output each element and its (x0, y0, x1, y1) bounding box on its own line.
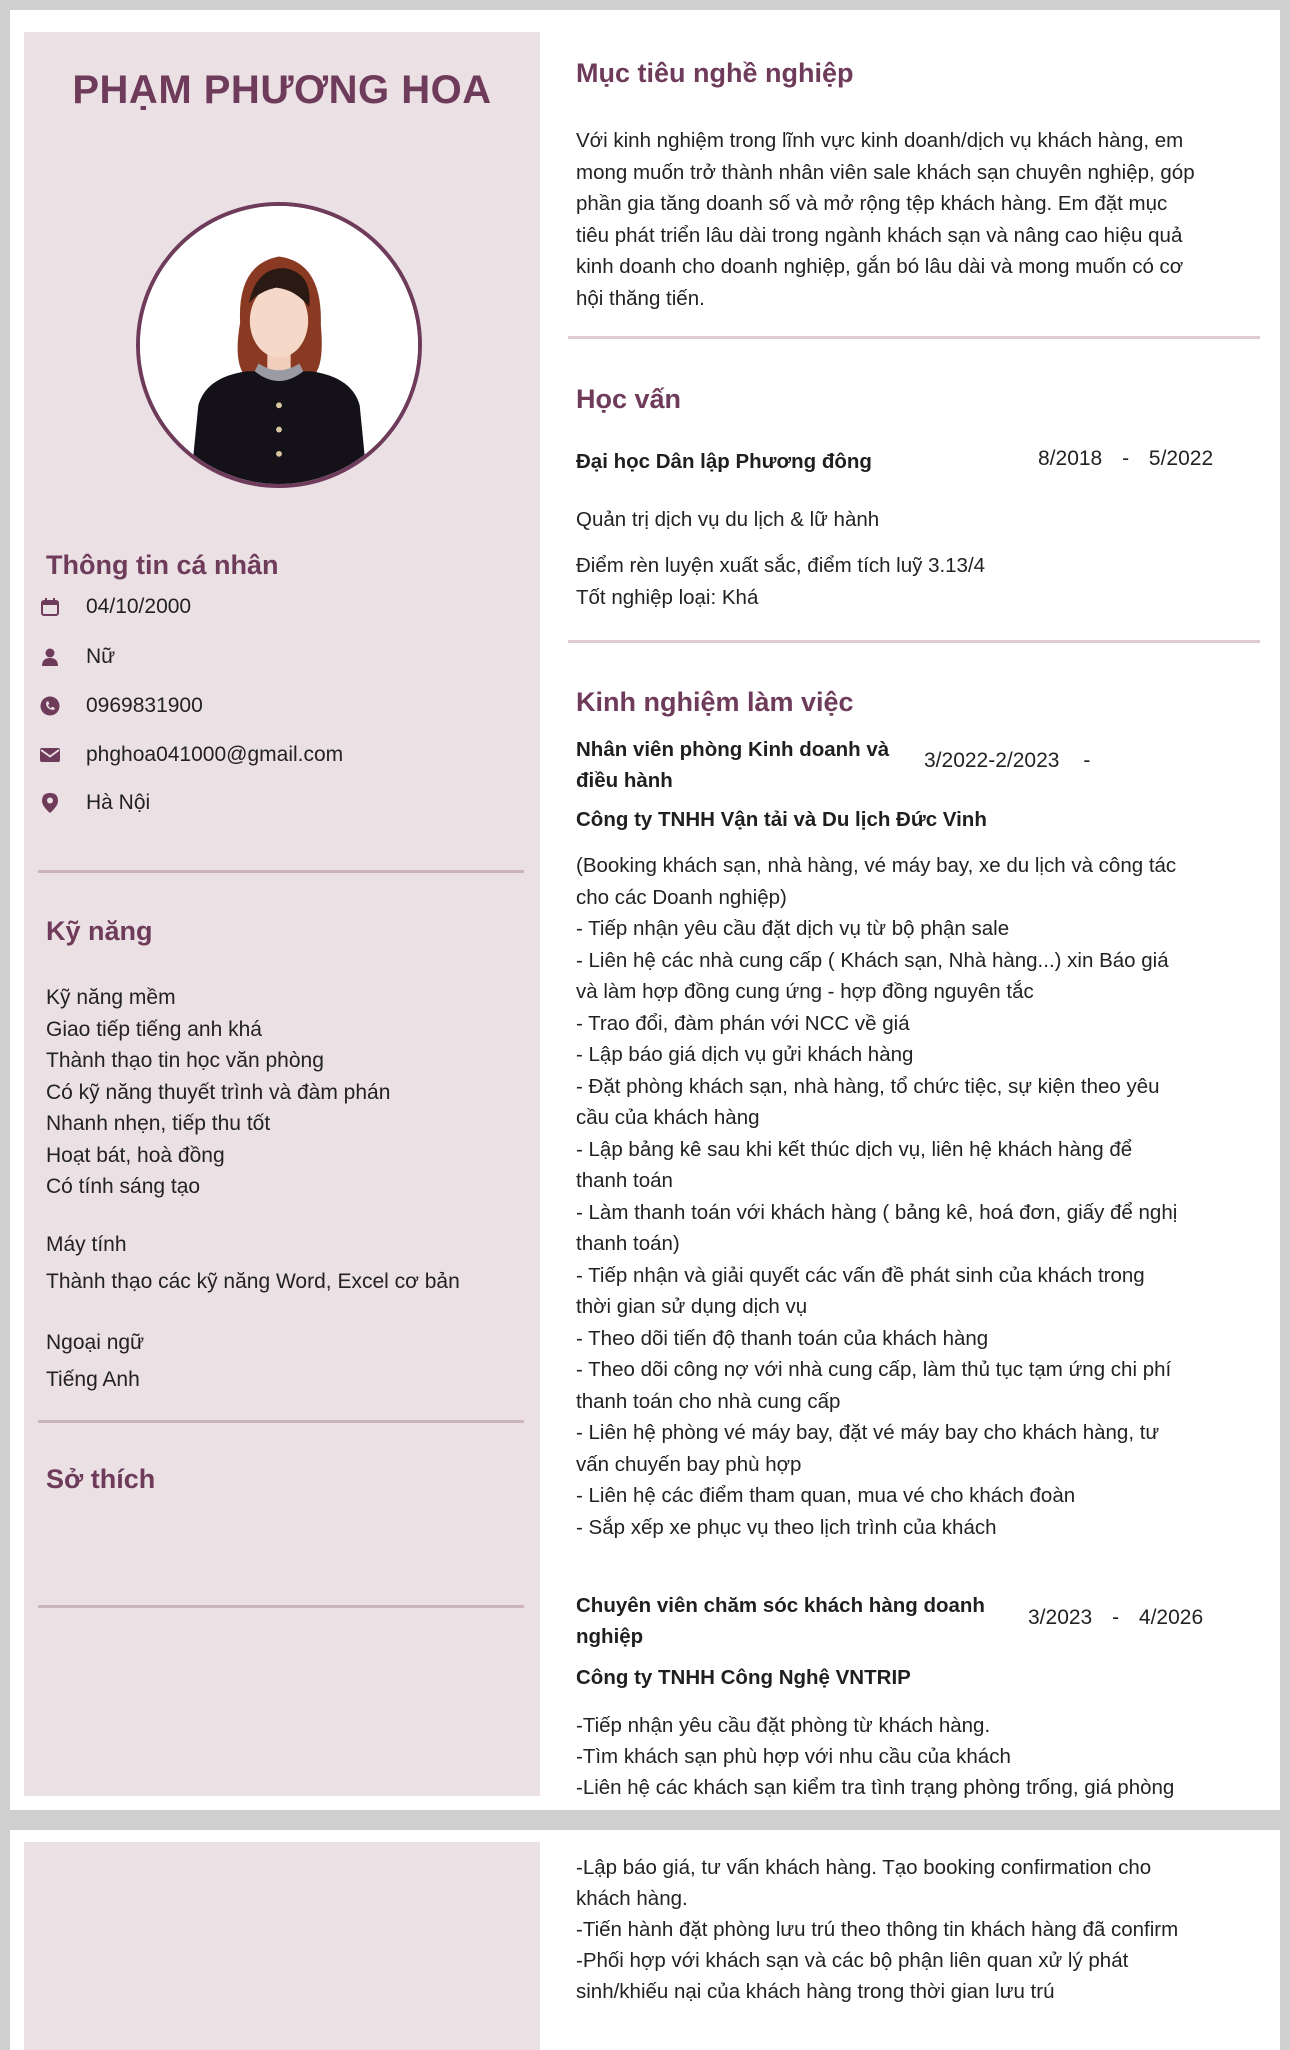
skills-heading: Kỹ năng (46, 916, 153, 946)
sidebar-divider (38, 870, 524, 873)
job2-dates: 3/2023 - 4/2026 (1028, 1606, 1204, 1629)
education-notes: Điểm rèn luyện xuất sắc, điểm tích luỹ 3.13/4 Tốt nghiệp loại: Khá (576, 554, 986, 609)
computer-skills-block (46, 1229, 460, 1297)
hobbies-heading: Sở thích (46, 1464, 156, 1494)
section-divider (568, 336, 1260, 339)
portrait-illustration (140, 206, 418, 484)
computer-skills-heading: Máy tính (46, 1233, 127, 1256)
location-pin-icon (38, 791, 62, 815)
job2-end: 4/2026 (1138, 1606, 1204, 1629)
job2-description-continued: -Lập báo giá, tư vấn khách hàng. Tạo booking confirmation cho khách hàng. -Tiến hành đặt phòng lưu trú theo thông tin khách hàng đã confirm -Phối hợp với khách sạn và các bộ phận liên quan xử lý phát sinh/khiếu nại của khách hàng trong thời gian lưu trú (576, 1856, 1179, 2003)
job2-start: 3/2023 (1028, 1606, 1093, 1629)
skill-item: Giao tiếp tiếng anh khá (46, 1017, 262, 1041)
resume-page-2 (10, 1830, 1280, 2050)
job2-description: -Tiếp nhận yêu cầu đặt phòng từ khách hàng. -Tìm khách sạn phù hợp với nhu cầu của khách -Liên hệ các khách sạn kiểm tra tình trạng phòng trống, giá phòng (576, 1714, 1175, 1799)
computer-skill-item: Thành thạo các kỹ năng Word, Excel cơ bản (46, 1269, 460, 1293)
phone-icon (38, 694, 62, 718)
skill-item: Có tính sáng tạo (46, 1175, 201, 1198)
address-value: Hà Nội (86, 791, 151, 814)
language-skills-block (46, 1327, 144, 1395)
birthday-row (38, 592, 191, 622)
job2-company: Công ty TNHH Công Nghệ VNTRIP (576, 1666, 911, 1689)
job1-role: Nhân viên phòng Kinh doanh và điều hành (576, 738, 890, 792)
sidebar-continued (24, 1842, 540, 2050)
profile-photo (136, 202, 422, 488)
phone-row (38, 691, 203, 721)
sidebar-divider (38, 1605, 524, 1608)
job1-company: Công ty TNHH Vận tải và Du lịch Đức Vinh (576, 808, 987, 831)
objective-text: Với kinh nghiệm trong lĩnh vực kinh doanh/dịch vụ khách hàng, em mong muốn trở thành nhân viên sale khách sạn chuyên nghiệp, góp phần gia tăng doanh số và mở rộng tệp khách hàng. Em đặt mục tiêu phát triển lâu dài trong ngành khách sạn và nâng cao hiệu quả kinh doanh cho doanh nghiệp, gắn bó lâu dài và mong muốn có cơ hội thăng tiến. (576, 129, 1195, 310)
objective-heading: Mục tiêu nghề nghiệp (576, 58, 854, 88)
birthday-value: 04/10/2000 (86, 595, 192, 618)
school-name: Đại học Dân lập Phương đông (576, 450, 872, 473)
soft-skills-block (46, 982, 390, 1203)
personal-info-heading: Thông tin cá nhân (46, 550, 279, 580)
gender-row (38, 642, 115, 672)
phone-value: 0969831900 (86, 694, 203, 717)
resume-page-1 (10, 10, 1280, 1810)
education-major: Quản trị dịch vụ du lịch & lữ hành (576, 508, 880, 531)
education-start: 8/2018 (1038, 447, 1103, 470)
address-row (38, 788, 150, 818)
sidebar-divider (38, 1420, 524, 1423)
job2-role: Chuyên viên chăm sóc khách hàng doanh nghiệp (576, 1594, 985, 1648)
education-dates: 8/2018 - 5/2022 (1038, 447, 1214, 470)
section-divider (568, 640, 1260, 643)
skill-item: Hoạt bát, hoà đồng (46, 1143, 225, 1167)
envelope-icon (38, 743, 62, 767)
education-heading: Học vấn (576, 384, 682, 414)
email-row (38, 740, 343, 770)
skill-item: Có kỹ năng thuyết trình và đàm phán (46, 1080, 391, 1104)
job1-description: (Booking khách sạn, nhà hàng, vé máy bay, xe du lịch và công tác cho các Doanh nghiệp) - Tiếp nhận yêu cầu đặt dịch vụ từ bộ phận sale - Liên hệ các nhà cung cấp ( Khách sạn, Nhà hàng...) xin Báo giá và làm hợp đồng cung ứng - hợp đồng nguyên tắc - Trao đổi, đàm phán với NCC về giá - Lập báo giá dịch vụ gửi khách hàng - Đặt phòng khách sạn, nhà hàng, tổ chức tiệc, sự kiện theo yêu cầu của khách hàng - Lập bảng kê sau khi kết thúc dịch vụ, liên hệ khách hàng để thanh toán - Làm thanh toán với khách hàng ( bảng kê, hoá đơn, giấy để nghị thanh toán) - Tiếp nhận và giải quyết các vấn đề phát sinh của khách trong thời gian sử dụng dịch vụ - Theo dõi tiến độ thanh toán của khách hàng - Theo dõi công nợ với nhà cung cấp, làm thủ tục tạm ứng chi phí thanh toán cho nhà cung cấp - Liên hệ phòng vé máy bay, đặt vé máy bay cho khách hàng, tư vấn chuyến bay phù hợp - Liên hệ các điểm tham quan, mua vé cho khách đoàn - Sắp xếp xe phục vụ theo lịch trình của khách (576, 854, 1178, 1539)
sidebar (24, 32, 540, 1796)
soft-skills-heading: Kỹ năng mềm (46, 986, 176, 1009)
calendar-icon (38, 595, 62, 619)
experience-heading: Kinh nghiệm làm việc (576, 687, 854, 717)
education-end: 5/2022 (1148, 447, 1214, 470)
language-item: Tiếng Anh (46, 1367, 140, 1391)
language-heading: Ngoại ngữ (46, 1331, 145, 1354)
candidate-name: PHẠM PHƯƠNG HOA (72, 68, 492, 112)
person-icon (38, 645, 62, 669)
job1-dates: 3/2022-2/2023 - (924, 749, 1091, 772)
email-value: phghoa041000@gmail.com (86, 743, 344, 766)
skill-item: Nhanh nhẹn, tiếp thu tốt (46, 1112, 271, 1135)
gender-value: Nữ (86, 645, 116, 668)
skill-item: Thành thạo tin học văn phòng (46, 1049, 324, 1072)
